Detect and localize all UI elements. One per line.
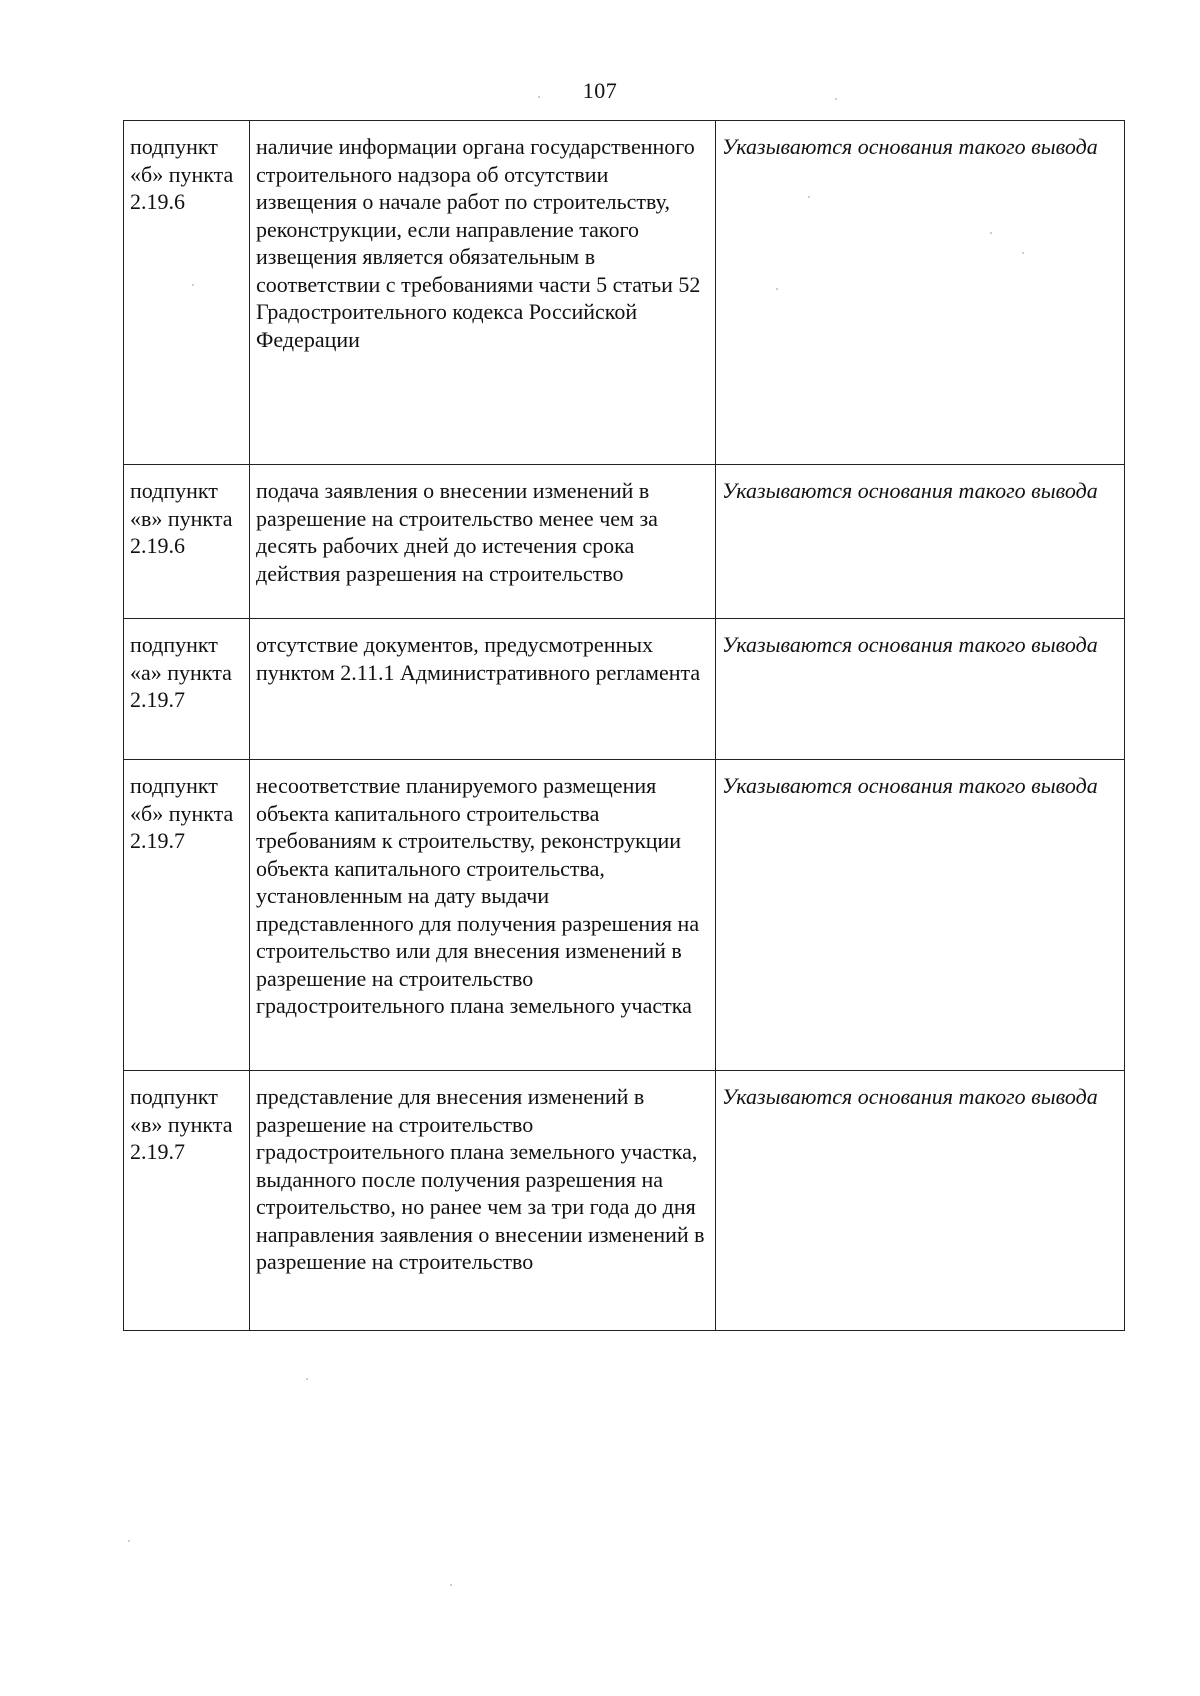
clause-reference: подпункт «а» пункта 2.19.7	[124, 619, 250, 760]
basis-note: Указываются основания такого вывода	[716, 465, 1125, 619]
basis-note: Указываются основания такого вывода	[716, 1071, 1125, 1331]
clause-reference: подпункт «б» пункта 2.19.6	[124, 121, 250, 465]
scan-speck	[990, 232, 992, 234]
clause-reference: подпункт «в» пункта 2.19.7	[124, 1071, 250, 1331]
table-row	[124, 121, 1125, 465]
refusal-ground-text: несоответствие планируемого размещения объекта капитального строительства требованиям к строительству, реконструкции объекта капитального строительства, установленным на дату выдачи представленного для получения разрешения на строительство или для внесения изменений в разрешение на строительство градостроительного плана земельного участка	[250, 760, 716, 1071]
table-row	[124, 465, 1125, 619]
scan-speck	[128, 1540, 130, 1542]
clause-reference: подпункт «в» пункта 2.19.6	[124, 465, 250, 619]
basis-note: Указываются основания такого вывода	[716, 760, 1125, 1071]
refusal-ground-text: отсутствие документов, предусмотренных пунктом 2.11.1 Административного регламента	[250, 619, 716, 760]
refusal-ground-text: наличие информации органа государственного строительного надзора об отсутствии извещения о начале работ по строительству, реконструкции, если направление такого извещения является обязательным в соответствии с требованиями части 5 статьи 52 Градостроительного кодекса Российской Федерации	[250, 121, 716, 465]
clause-reference: подпункт «б» пункта 2.19.7	[124, 760, 250, 1071]
scan-speck	[776, 288, 778, 290]
grounds-table	[123, 120, 1125, 1331]
table-row	[124, 1071, 1125, 1331]
basis-note: Указываются основания такого вывода	[716, 121, 1125, 465]
scan-speck	[306, 1378, 308, 1380]
scan-speck	[808, 196, 810, 198]
table-row	[124, 760, 1125, 1071]
basis-note: Указываются основания такого вывода	[716, 619, 1125, 760]
refusal-ground-text: представление для внесения изменений в разрешение на строительство градостроительного плана земельного участка, выданного после получения разрешения на строительство, но ранее чем за три года до дня направления заявления о внесении изменений в разрешение на строительство	[250, 1071, 716, 1331]
page-number: 107	[582, 78, 618, 103]
scan-speck	[835, 98, 837, 100]
scan-speck	[192, 284, 194, 286]
scan-speck	[450, 1584, 452, 1586]
scan-speck	[538, 96, 540, 98]
refusal-ground-text: подача заявления о внесении изменений в разрешение на строительство менее чем за десять рабочих дней до истечения срока действия разрешения на строительство	[250, 465, 716, 619]
scan-speck	[1022, 252, 1024, 254]
table-row	[124, 619, 1125, 760]
